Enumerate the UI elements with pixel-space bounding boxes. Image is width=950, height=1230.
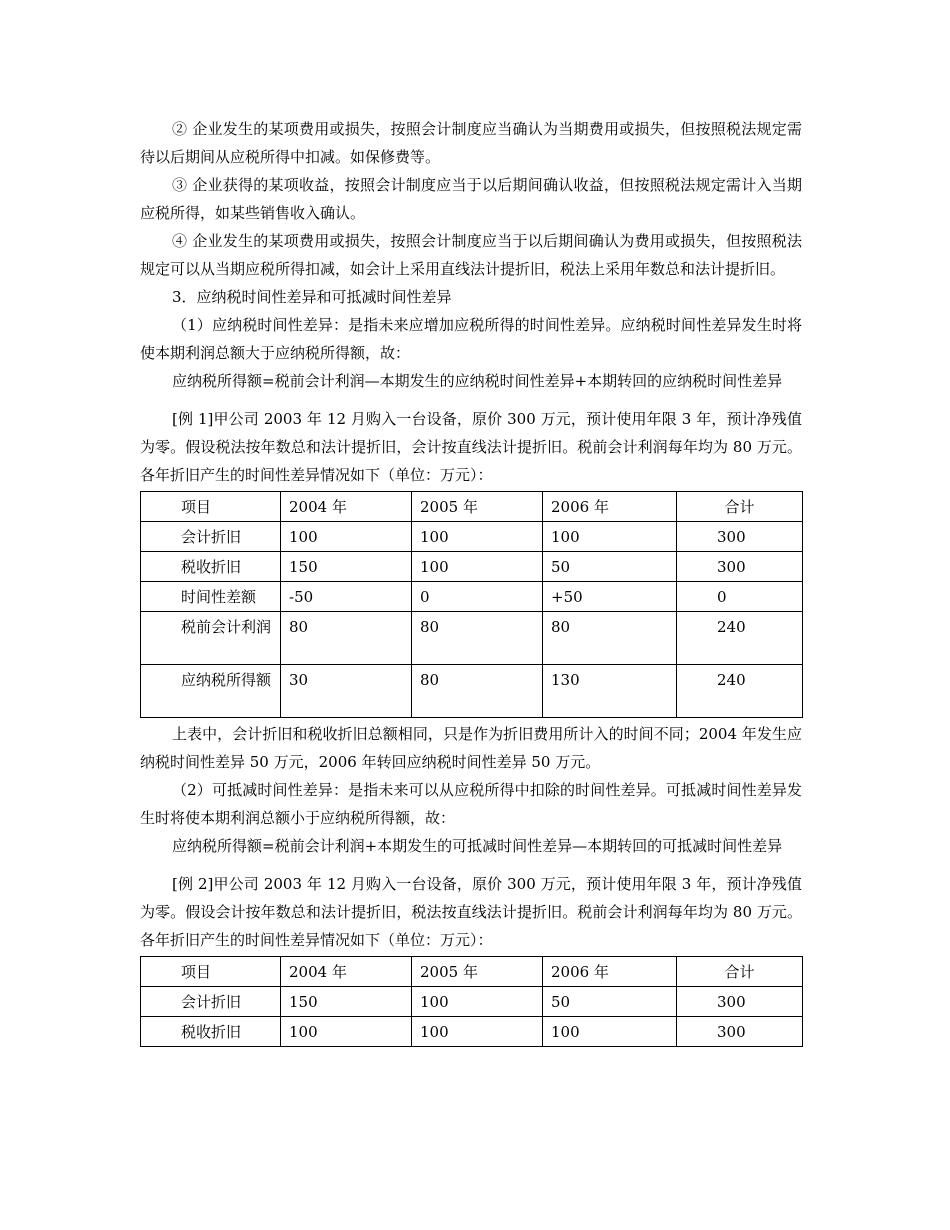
- table-cell: 税收折旧: [141, 1017, 281, 1047]
- table-cell: 0: [412, 582, 543, 612]
- paragraph-item-2: ② 企业发生的某项费用或损失，按照会计制度应当确认为当期费用或损失，但按照税法规定需待以后期间从应税所得中扣减。如保修费等。: [140, 120, 802, 166]
- section-heading-3: 3．应纳税时间性差异和可抵减时间性差异: [172, 288, 452, 306]
- table-cell: 应纳税所得额: [141, 665, 281, 718]
- table-row: [141, 582, 803, 612]
- table-cell: 时间性差额: [141, 582, 281, 612]
- table-cell: 100: [412, 987, 543, 1017]
- table-cell: 300: [677, 1017, 803, 1047]
- table-cell: 100: [412, 1017, 543, 1047]
- paragraph-table-note: 上表中，会计折旧和税收折旧总额相同，只是作为折旧费用所计入的时间不同；2004 年发生应纳税时间性差异 50 万元，2006 年转回应纳税时间性差异 50 万元。: [140, 725, 802, 771]
- table-row: [141, 665, 803, 718]
- paragraph-item-4: ④ 企业发生的某项费用或损失，按照会计制度应当于以后期间确认为费用或损失，但按照税法规定可以从当期应税所得扣减，如会计上采用直线法计提折旧，税法上采用年数总和法计提折旧。: [140, 232, 802, 278]
- table-cell: 80: [281, 612, 412, 665]
- table-cell: 150: [281, 987, 412, 1017]
- table-cell: 0: [677, 582, 803, 612]
- formula-taxable: 应纳税所得额=税前会计利润—本期发生的应纳税时间性差异+本期转回的应纳税时间性差异: [172, 372, 783, 390]
- example-1-table: [140, 491, 803, 718]
- table-cell: 30: [281, 665, 412, 718]
- table-cell: -50: [281, 582, 412, 612]
- table-cell: 税收折旧: [141, 552, 281, 582]
- table-row: [141, 552, 803, 582]
- table-cell: 100: [543, 1017, 677, 1047]
- table-cell: 240: [677, 612, 803, 665]
- table-cell: 80: [543, 612, 677, 665]
- example-2-text: [例 2]甲公司 2003 年 12 月购入一台设备，原价 300 万元，预计使用年限 3 年，预计净残值为零。假设会计按年数总和法计提折旧，税法按直线法计提折旧。税前会计利润每年均为 80 万元。各年折旧产生的时间性差异情况如下（单位：万元）：: [140, 875, 802, 949]
- table-header-row: [141, 957, 803, 987]
- paragraph-deductible-difference-def: （2）可抵减时间性差异：是指未来可以从应税所得中扣除的时间性差异。可抵减时间性差异发生时将使本期利润总额小于应纳税所得额，故：: [140, 781, 802, 827]
- table-row: [141, 612, 803, 665]
- table-cell: 80: [412, 665, 543, 718]
- table-header-cell: 2005 年: [412, 492, 543, 522]
- example-2-table: [140, 956, 803, 1047]
- table-cell: +50: [543, 582, 677, 612]
- table-cell: 300: [677, 987, 803, 1017]
- table-header-cell: 2004 年: [281, 957, 412, 987]
- table-cell: 会计折旧: [141, 987, 281, 1017]
- table-cell: 100: [412, 552, 543, 582]
- table-header-cell: 项目: [141, 492, 281, 522]
- table-cell: 300: [677, 522, 803, 552]
- table-cell: 100: [281, 522, 412, 552]
- document-page: [140, 115, 802, 1049]
- table-cell: 100: [412, 522, 543, 552]
- table-cell: 50: [543, 552, 677, 582]
- table-cell: 100: [281, 1017, 412, 1047]
- table-header-cell: 2005 年: [412, 957, 543, 987]
- paragraph-item-3: ③ 企业获得的某项收益，按照会计制度应当于以后期间确认收益，但按照税法规定需计入当期应税所得，如某些销售收入确认。: [140, 176, 802, 222]
- table-header-cell: 2004 年: [281, 492, 412, 522]
- paragraph-taxable-difference-def: （1）应纳税时间性差异：是指未来应增加应税所得的时间性差异。应纳税时间性差异发生时将使本期利润总额大于应纳税所得额，故：: [140, 316, 802, 362]
- table-row: [141, 522, 803, 552]
- table-header-row: [141, 492, 803, 522]
- table-header-cell: 合计: [677, 492, 803, 522]
- formula-deductible: 应纳税所得额=税前会计利润+本期发生的可抵减时间性差异—本期转回的可抵减时间性差异: [172, 837, 783, 855]
- table-cell: 100: [543, 522, 677, 552]
- table-cell: 130: [543, 665, 677, 718]
- table-cell: 会计折旧: [141, 522, 281, 552]
- table-header-cell: 2006 年: [543, 957, 677, 987]
- table-row: [141, 1017, 803, 1047]
- example-1-text: [例 1]甲公司 2003 年 12 月购入一台设备，原价 300 万元，预计使用年限 3 年，预计净残值为零。假设税法按年数总和法计提折旧，会计按直线法计提折旧。税前会计利润每年均为 80 万元。各年折旧产生的时间性差异情况如下（单位：万元）：: [140, 410, 802, 484]
- table-header-cell: 合计: [677, 957, 803, 987]
- table-cell: 300: [677, 552, 803, 582]
- table-cell: 150: [281, 552, 412, 582]
- table-cell: 税前会计利润: [141, 612, 281, 665]
- table-header-cell: 2006 年: [543, 492, 677, 522]
- table-cell: 80: [412, 612, 543, 665]
- table-header-cell: 项目: [141, 957, 281, 987]
- table-row: [141, 987, 803, 1017]
- table-cell: 240: [677, 665, 803, 718]
- table-cell: 50: [543, 987, 677, 1017]
